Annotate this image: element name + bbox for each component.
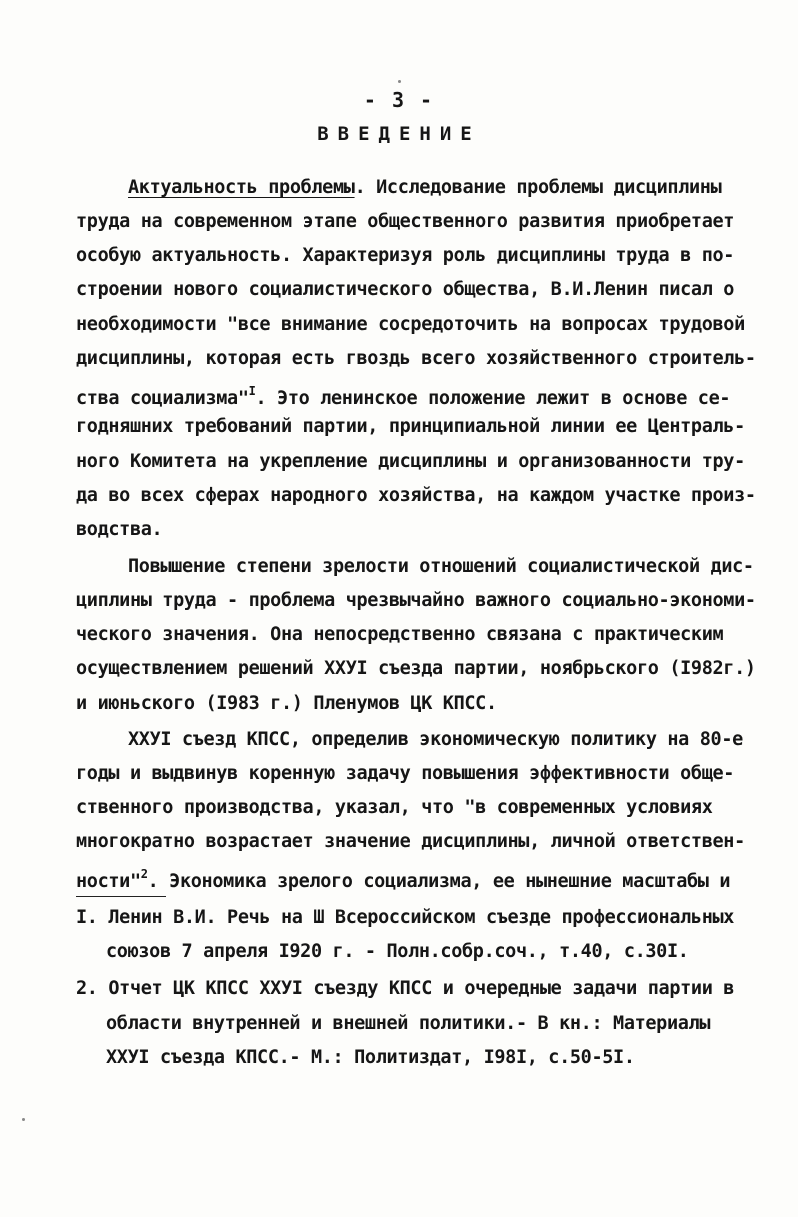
section-heading: Актуальность проблемы [128, 177, 355, 198]
paragraph-1-line-7-end: . Это ленинское положение лежит в основе се- [255, 388, 731, 410]
paragraph-3-line-1: XXУI съезд КПСС, определив экономическую политику на 80-е [128, 729, 743, 750]
paragraph-3-line-2: годы и выдвинув коренную задачу повышения эффективности обще- [76, 763, 735, 784]
paragraph-1-line-3: особую актуальность. Характеризуя роль дисциплины труда в по- [76, 245, 735, 266]
page-number: - 3 - [363, 88, 435, 112]
paragraph-1-line-7-start: ства социализма" [76, 388, 249, 410]
paragraph-2-line-2: циплины труда - проблема чрезвычайно важного социально-экономи- [76, 590, 756, 611]
paragraph-1-line-10: да во всех сферах народного хозяйства, на каждом участке произ- [76, 485, 756, 506]
paragraph-2-line-4: осуществлением решений XXУI съезда партии, ноябрьского (I982г.) [76, 658, 756, 679]
paragraph-1-line-6: дисциплины, которая есть гвоздь всего хозяйственного строитель- [76, 348, 756, 369]
footnote-ref-1: I [248, 384, 256, 398]
paragraph-2-line-5: и июньского (I983 г.) Пленумов ЦК КПСС. [76, 693, 497, 714]
footnote-ref-2: 2 [140, 867, 148, 881]
paragraph-2-line-3: ческого значения. Она непосредственно связана с практическим [76, 624, 724, 645]
page-title: ВВЕДЕНИЕ [317, 123, 481, 145]
paragraph-1-line-1-text: . Исследование проблемы дисциплины [354, 177, 722, 198]
paragraph-1-line-7 [76, 381, 730, 411]
paragraph-2-line-1: Повышение степени зрелости отношений социалистической дис- [128, 556, 754, 577]
paragraph-3-line-5-start: ности" [76, 871, 141, 893]
footnote-1-line-1: I. Ленин В.И. Речь на Ш Всероссийском съезде профессиональных [76, 907, 735, 928]
paragraph-1-line-5: необходимости "все внимание сосредоточить на вопросах трудовой [76, 314, 745, 335]
paragraph-3-line-4: многократно возрастает значение дисциплины, личной ответствен- [76, 831, 745, 852]
paragraph-3-line-5 [76, 864, 730, 894]
paragraph-3-line-5-end: . Экономика зрелого социализма, ее нынешние масштабы и [147, 871, 731, 893]
paragraph-1-line-4: строении нового социалистического общества, В.И.Ленин писал о [76, 279, 735, 300]
footnote-2-line-1: 2. Отчет ЦК КПСС XXУI съезду КПСС и очередные задачи партии в [76, 978, 735, 999]
footnote-2-line-3: XXУI съезда КПСС.- М.: Политиздат, I98I, с.50-5I. [106, 1047, 635, 1068]
paragraph-3-line-3: ственного производства, указал, что "в современных условиях [76, 797, 713, 818]
scan-speck [22, 1118, 25, 1121]
paragraph-1-line-1 [128, 176, 721, 200]
footnote-separator [76, 896, 166, 897]
scan-speck [398, 80, 401, 83]
paragraph-1-line-8: годняшних требований партии, принципиальной линии ее Централь- [76, 416, 745, 437]
footnote-1-line-2: союзов 7 апреля I920 г. - Полн.собр.соч., т.40, с.30I. [106, 941, 689, 962]
paragraph-1-line-2: труда на современном этапе общественного развития приобретает [76, 211, 735, 232]
paragraph-1-line-11: водства. [76, 519, 163, 540]
footnote-2-line-2: области внутренней и внешней политики.- В кн.: Материалы [106, 1013, 711, 1034]
paragraph-1-line-9: ного Комитета на укрепление дисциплины и организованности тру- [76, 451, 745, 472]
